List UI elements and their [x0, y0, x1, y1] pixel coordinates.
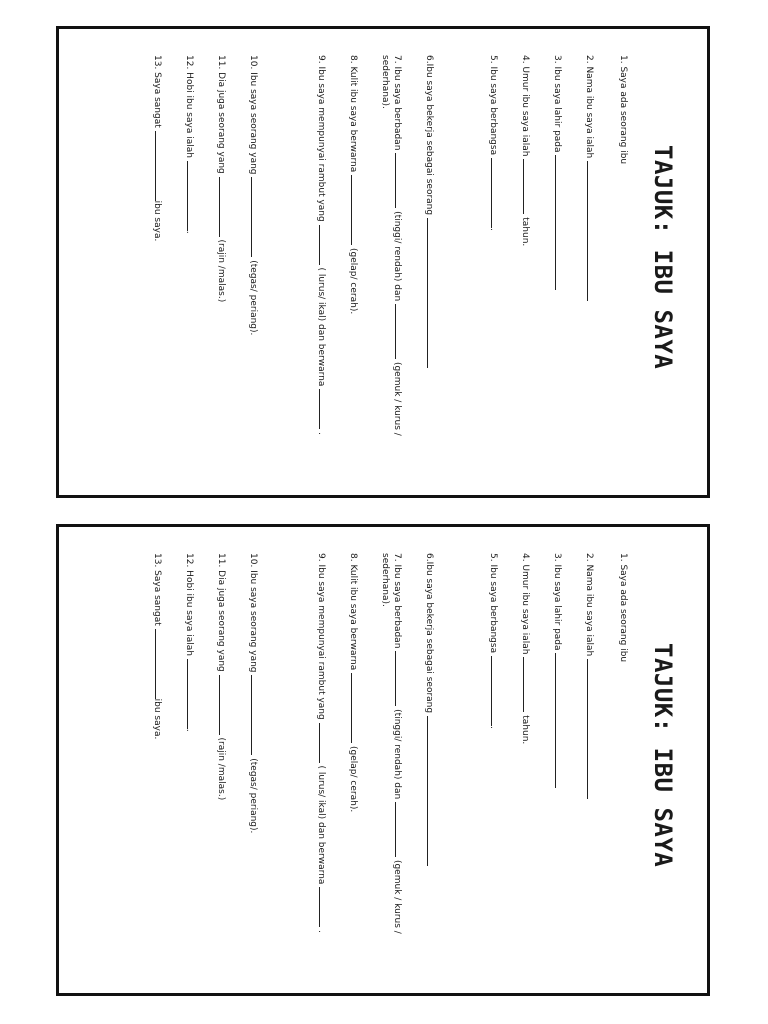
question-text: 3. Ibu saya lahir pada: [552, 55, 562, 153]
question-6: [423, 55, 437, 475]
question-text: 12. Hobi ibu saya ialah: [184, 553, 194, 656]
question-text: (gemuk / kurus / sederhana).: [380, 553, 402, 934]
answer-blank: [523, 159, 533, 214]
question-9: [315, 55, 329, 475]
question-text: (gemuk / kurus / sederhana).: [380, 55, 402, 436]
question-text: (tegas/ periang).: [248, 260, 258, 336]
question-text: ( lurus/ ikal) dan berwarna: [316, 267, 326, 387]
question-10: [247, 55, 261, 475]
question-text: (gelap/ cerah).: [348, 248, 358, 315]
question-10: [247, 553, 261, 973]
question-5: [487, 553, 501, 973]
question-3: [551, 553, 565, 973]
question-12: [183, 553, 197, 973]
answer-blank: [187, 161, 197, 231]
question-text: (gelap/ cerah).: [348, 746, 358, 813]
answer-blank: [251, 177, 261, 257]
answer-blank: [395, 304, 405, 359]
question-2: [583, 55, 597, 475]
question-text: .: [488, 227, 498, 231]
answer-blank: [491, 158, 501, 228]
question-text: .: [184, 728, 194, 732]
answer-blank: [319, 723, 329, 763]
question-text: 9. Ibu saya mempunyai rambut yang: [316, 55, 326, 222]
question-text: (rajin /malas.): [216, 239, 226, 303]
question-1: [617, 55, 629, 475]
question-7: [379, 55, 405, 475]
question-11: [215, 553, 229, 973]
question-6: [423, 553, 437, 973]
question-text: 7. Ibu saya berbadan: [392, 553, 402, 649]
question-text: 10. Ibu saya seorang yang: [248, 553, 258, 673]
answer-blank: [587, 659, 597, 799]
answer-blank: [555, 653, 565, 788]
answer-blank: [555, 155, 565, 290]
worksheet-sheet: [69, 45, 697, 479]
question-text: 6.Ibu saya bekerja sebagai seorang: [424, 55, 434, 216]
answer-blank: [219, 675, 229, 735]
question-text: ibu saya.: [152, 698, 162, 740]
question-9: [315, 553, 329, 973]
question-text: (tegas/ periang).: [248, 758, 258, 834]
question-12: [183, 55, 197, 475]
question-text: 11. Dia juga seorang yang: [216, 553, 226, 672]
answer-blank: [427, 218, 437, 368]
question-text: 5. Ibu saya berbangsa: [488, 55, 498, 156]
question-text: 8. Kulit ibu saya berwarna: [348, 55, 358, 173]
worksheet-card-1: [56, 26, 710, 498]
answer-blank: [251, 675, 261, 755]
question-text: 9. Ibu saya mempunyai rambut yang: [316, 553, 326, 720]
question-text: (tinggi/ rendah) dan: [392, 709, 402, 800]
question-text: 4. Umur ibu saya ialah: [520, 55, 530, 157]
answer-blank: [319, 225, 329, 265]
answer-blank: [187, 659, 197, 729]
question-text: .: [184, 230, 194, 234]
question-8: [347, 553, 361, 973]
question-3: [551, 55, 565, 475]
answer-blank: [219, 177, 229, 237]
question-11: [215, 55, 229, 475]
question-text: 12. Hobi ibu saya ialah: [184, 55, 194, 158]
answer-blank: [587, 161, 597, 301]
question-text: 7. Ibu saya berbadan: [392, 55, 402, 151]
question-text: 6.Ibu saya bekerja sebagai seorang: [424, 553, 434, 714]
question-text: 1. Saya ada seorang ibu: [618, 553, 628, 663]
question-5: [487, 55, 501, 475]
question-text: .: [316, 930, 326, 933]
question-4: [519, 553, 533, 973]
question-text: 4. Umur ibu saya ialah: [520, 553, 530, 655]
question-text: 13. Saya sangat: [152, 553, 162, 626]
answer-blank: [351, 175, 361, 245]
answer-blank: [395, 153, 405, 208]
question-4: [519, 55, 533, 475]
question-text: (rajin /malas.): [216, 737, 226, 801]
question-text: tahun.: [520, 715, 530, 745]
answer-blank: [491, 656, 501, 726]
worksheet-title: TAJUK: IBU SAYA: [649, 643, 677, 868]
answer-blank: [427, 716, 437, 866]
question-text: 2. Nama ibu saya ialah: [584, 553, 594, 657]
question-text: ( lurus/ ikal) dan berwarna: [316, 765, 326, 885]
question-text: 5. Ibu saya berbangsa: [488, 553, 498, 654]
answer-blank: [351, 673, 361, 743]
question-text: 2. Nama ibu saya ialah: [584, 55, 594, 159]
answer-blank: [319, 887, 329, 927]
question-text: 11. Dia juga seorang yang: [216, 55, 226, 174]
worksheet-card-2: [56, 524, 710, 996]
question-text: 1. Saya ada seorang ibu: [618, 55, 628, 165]
question-7: [379, 553, 405, 973]
answer-blank: [523, 657, 533, 712]
question-13: [151, 553, 165, 973]
question-text: ibu saya.: [152, 200, 162, 242]
answer-blank: [395, 651, 405, 706]
question-text: tahun.: [520, 217, 530, 247]
worksheet-sheet: [69, 543, 697, 977]
answer-blank: [155, 131, 165, 201]
question-13: [151, 55, 165, 475]
worksheet-title: TAJUK: IBU SAYA: [649, 145, 677, 370]
question-text: 13. Saya sangat: [152, 55, 162, 128]
answer-blank: [155, 629, 165, 699]
question-text: 10. Ibu saya seorang yang: [248, 55, 258, 175]
question-text: .: [488, 725, 498, 729]
question-1: [617, 553, 629, 973]
question-text: .: [316, 432, 326, 435]
answer-blank: [395, 802, 405, 857]
question-text: (tinggi/ rendah) dan: [392, 211, 402, 302]
question-8: [347, 55, 361, 475]
question-text: 3. Ibu saya lahir pada: [552, 553, 562, 651]
answer-blank: [319, 389, 329, 429]
question-2: [583, 553, 597, 973]
question-text: 8. Kulit ibu saya berwarna: [348, 553, 358, 671]
